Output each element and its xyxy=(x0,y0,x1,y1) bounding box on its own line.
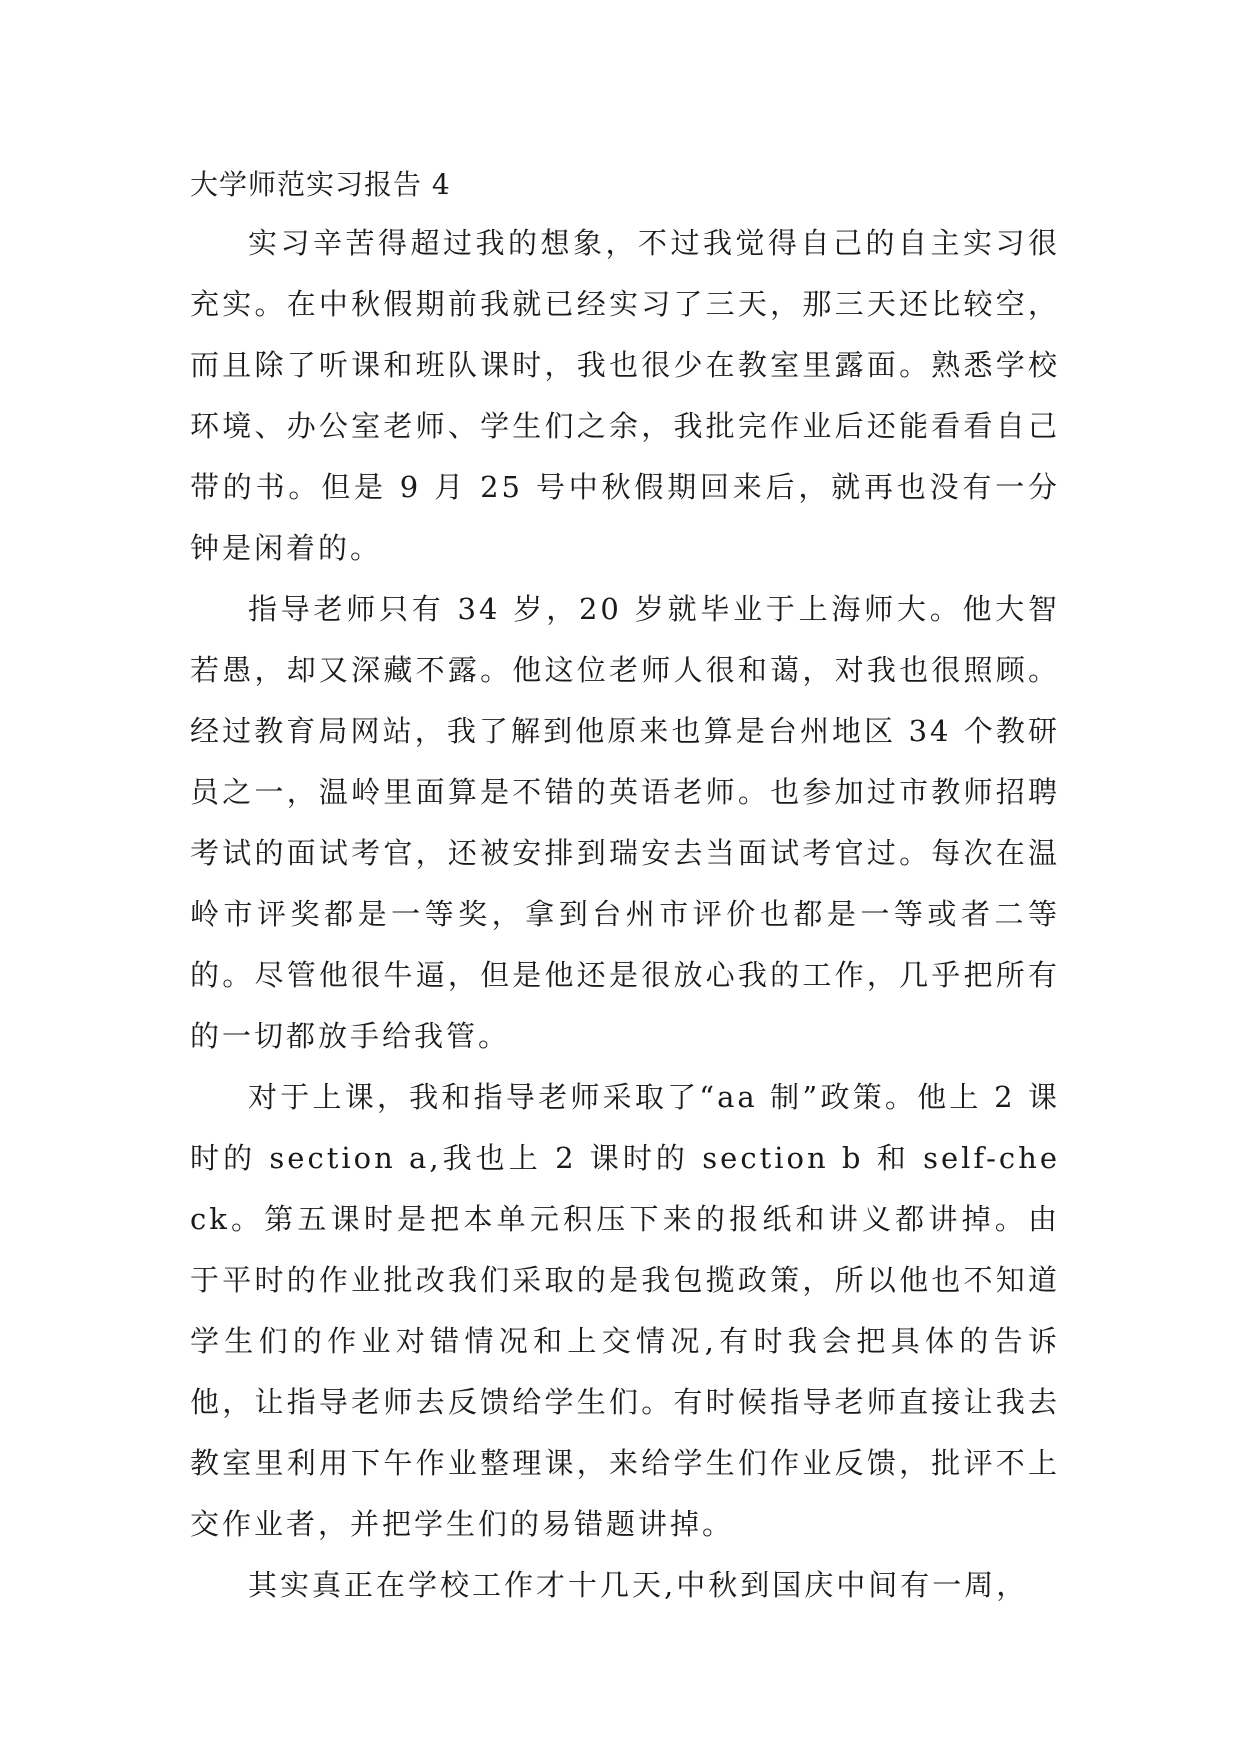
paragraph-3: 对于上课，我和指导老师采取了“aa 制”政策。他上 2 课时的 section a,我也上 2 课时的 section b 和 self-check。第五课时是把本单元积压下来的报纸和讲义都讲掉。由于平时的作业批改我们采取的是我包揽政策，所以他也不知道学生们的作业对错情况和上交情况,有时我会把具体的告诉他，让指导老师去反馈给学生们。有时候指导老师直接让我去教室里利用下午作业整理课，来给学生们作业反馈，批评不上交作业者，并把学生们的易错题讲掉。 xyxy=(190,1080,1060,1541)
document-title: 大学师范实习报告 4 xyxy=(190,168,451,201)
paragraph-2: 指导老师只有 34 岁，20 岁就毕业于上海师大。他大智若愚，却又深藏不露。他这位老师人很和蔼，对我也很照顾。经过教育局网站，我了解到他原来也算是台州地区 34 个教研员之一，温岭里面算是不错的英语老师。也参加过市教师招聘考试的面试考官，还被安排到瑞安去当面试考官过。每次在温岭市评奖都是一等奖，拿到台州市评价也都是一等或者二等的。尽管他很牛逼，但是他还是很放心我的工作，几乎把所有的一切都放手给我管。 xyxy=(190,592,1060,1053)
paragraph-1: 实习辛苦得超过我的想象，不过我觉得自己的自主实习很充实。在中秋假期前我就已经实习了三天，那三天还比较空，而且除了听课和班队课时，我也很少在教室里露面。熟悉学校环境、办公室老师、学生们之余，我批完作业后还能看看自己带的书。但是 9 月 25 号中秋假期回来后，就再也没有一分钟是闲着的。 xyxy=(190,226,1060,565)
document-page xyxy=(190,165,1060,1616)
paragraph-4: 其实真正在学校工作才十几天,中秋到国庆中间有一周， xyxy=(248,1568,1029,1602)
